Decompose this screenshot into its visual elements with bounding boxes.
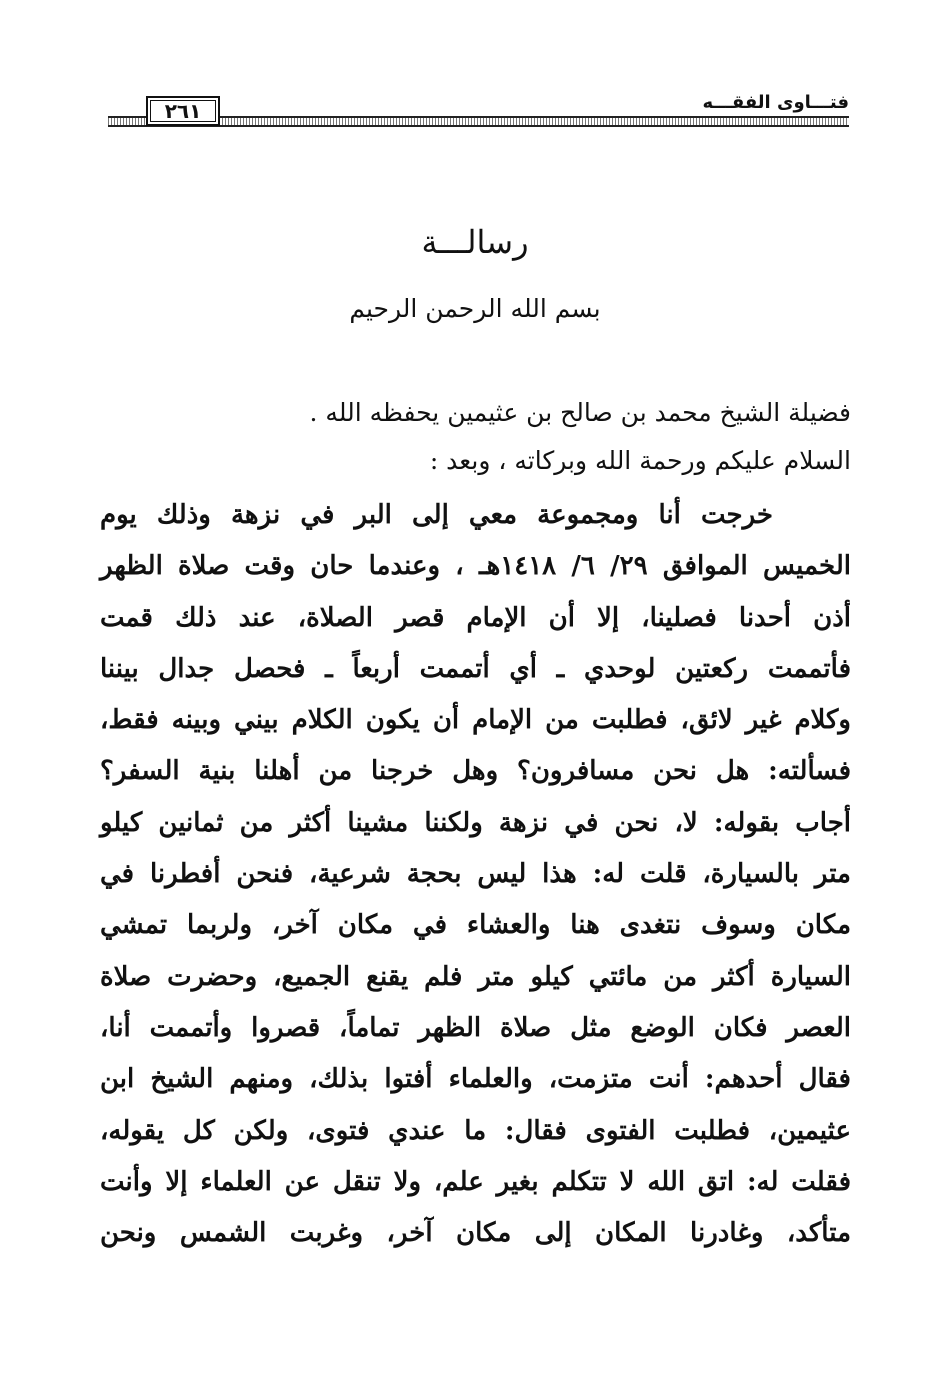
body-line: خرجت أنا ومجموعة معي إلى البر في نزهة وذلك يوم — [100, 500, 773, 530]
body-line: فقلت له: اتق الله لا تتكلم بغير علم، ولا تنقل عن العلماء إلا وأنت — [100, 1166, 851, 1197]
body-line: السيارة أكثر من مائتي كيلو متر فلم يقنع الجميع، وحضرت صلاة — [100, 961, 851, 992]
address-line: فضيلة الشيخ محمد بن صالح بن عثيمين يحفظه الله . — [309, 398, 851, 427]
body-line: أجاب بقوله: لا، نحن في نزهة ولكننا مشينا أكثر من ثمانين كيلو — [100, 807, 851, 838]
body-line: الخميس الموافق ٢٩/ ٦/ ١٤١٨هـ ، وعندما حان وقت صلاة الظهر — [100, 551, 851, 582]
body-line: متأكد، وغادرنا المكان إلى مكان آخر، وغربت الشمس ونحن — [100, 1218, 851, 1249]
book-title: فتـــاوى الفقـــه — [692, 92, 849, 114]
letter-body — [100, 490, 851, 1259]
body-line: مكان وسوف نتغدى هنا والعشاء في مكان آخر، ولربما تمشي — [100, 910, 851, 941]
body-line: فأتممت ركعتين لوحدي ـ أي أتممت أربعاً ـ فحصل جدال بيننا — [100, 653, 851, 684]
address-line: السلام عليكم ورحمة الله وبركاته ، وبعد : — [429, 446, 851, 475]
basmala: بسم الله الرحمن الرحيم — [349, 294, 601, 323]
letter-address — [100, 389, 851, 485]
body-line: أذن أحدنا فصلينا، إلا أن الإمام قصر الصلاة، عند ذلك قمت — [100, 602, 851, 633]
body-line: فقال أحدهم: أنت متزمت، والعلماء أفتوا بذلك، ومنهم الشيخ ابن — [100, 1064, 851, 1095]
body-line: العصر فكان الوضع مثل صلاة الظهر تماماً، قصروا وأتممت أنا، — [100, 1012, 851, 1043]
body-line: وكلام غير لائق، فطلبت من الإمام أن يكون الكلام بيني وبينه فقط، — [100, 705, 851, 736]
running-header — [108, 92, 849, 132]
page-number: ٢٦١ — [146, 96, 220, 126]
body-line: عثيمين، فطلبت الفتوى فقال: ما عندي فتوى، ولكن كل يقوله، — [100, 1115, 851, 1146]
body-line: متر بالسيارة، قلت له: هذا ليس بحجة شرعية، فنحن أفطرنا في — [100, 859, 851, 890]
body-line: فسألته: هل نحن مسافرون؟ وهل خرجنا من أهلنا بنية السفر؟ — [100, 756, 851, 787]
letter-title: رسالـــة — [421, 223, 529, 261]
